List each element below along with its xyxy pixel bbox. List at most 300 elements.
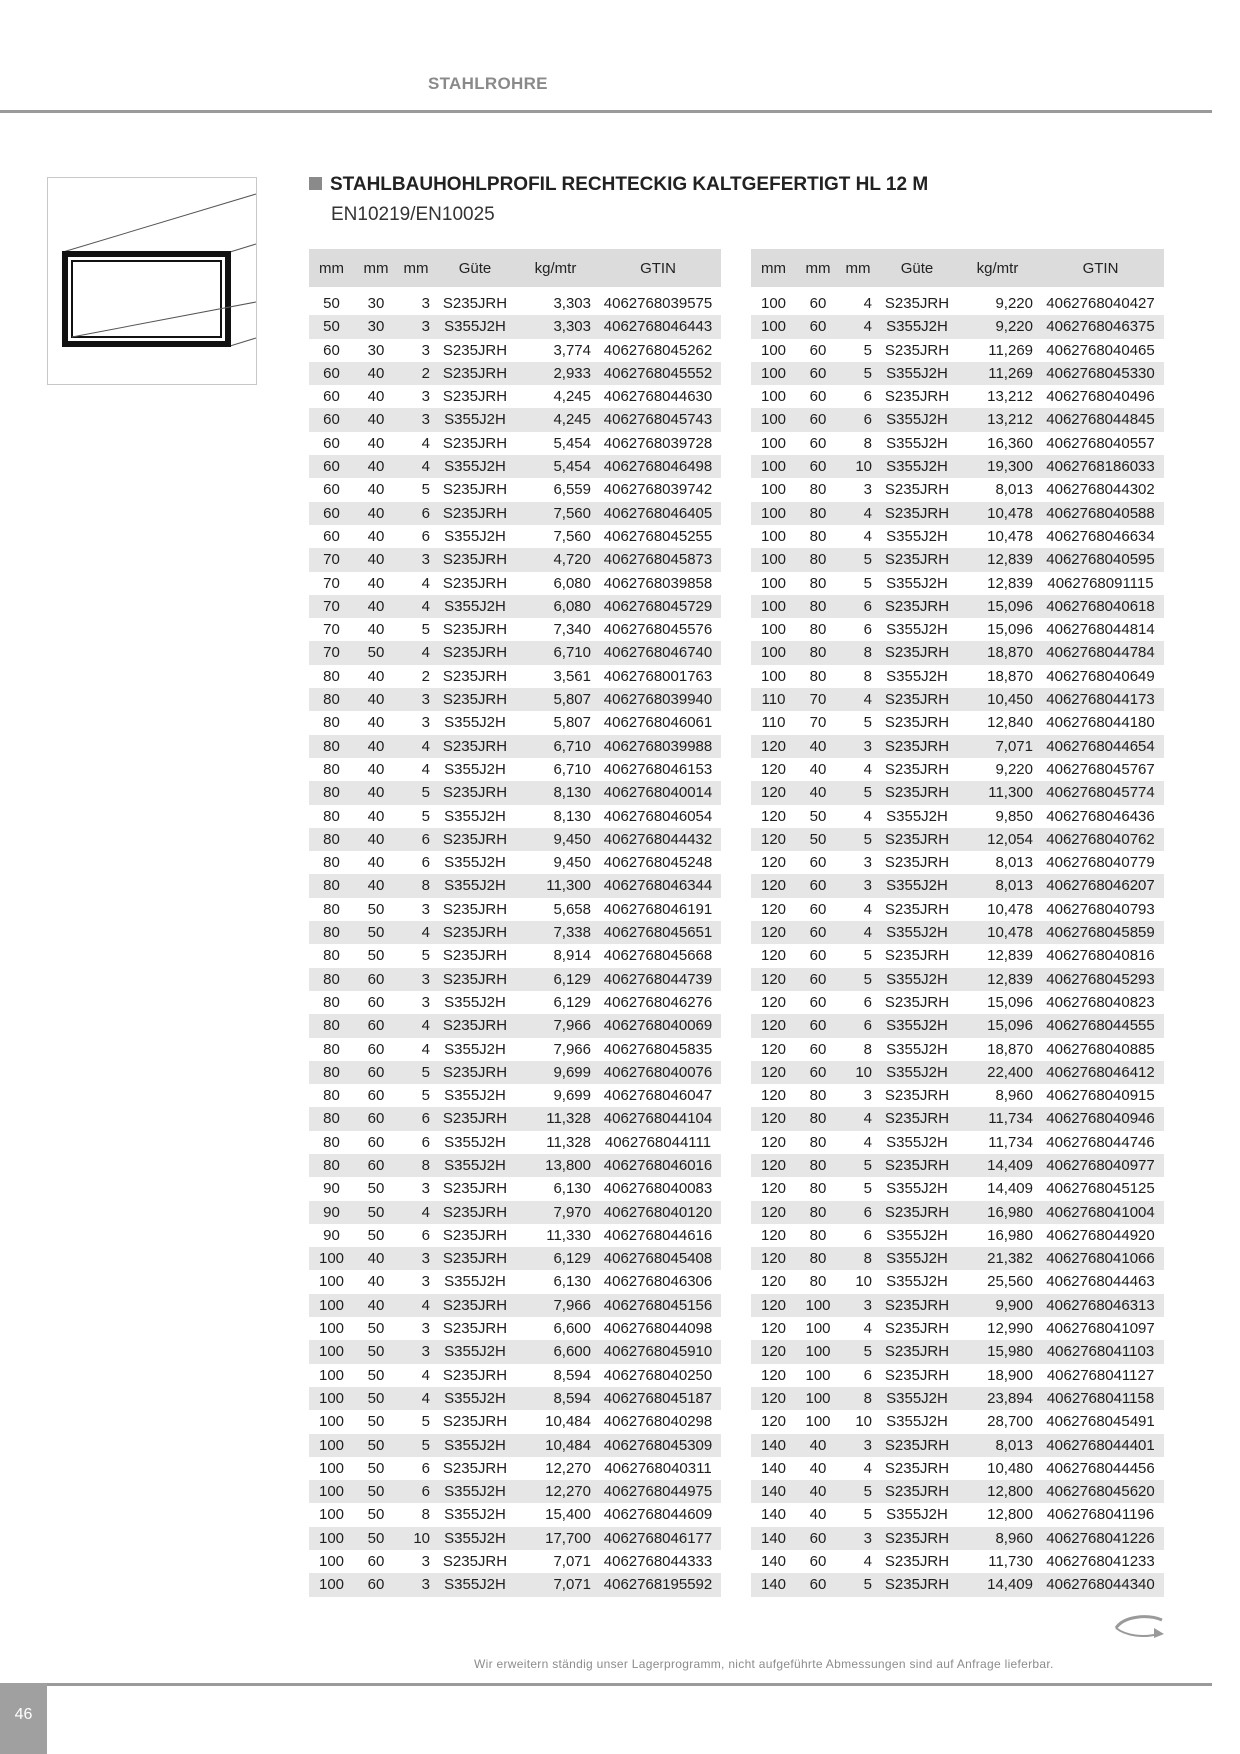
table-row: [751, 1317, 1164, 1340]
table-cell: 40: [354, 805, 398, 828]
table-cell: 7,966: [516, 1038, 595, 1061]
table-cell: 6: [840, 408, 876, 431]
table-cell: 80: [309, 1107, 354, 1130]
table-cell: S235JRH: [876, 292, 958, 315]
table-cell: S235JRH: [876, 1107, 958, 1130]
table-cell: 9,220: [958, 315, 1037, 338]
table-cell: 80: [309, 805, 354, 828]
table-cell: 3,303: [516, 292, 595, 315]
table-cell: 100: [796, 1387, 840, 1410]
table-cell: 4062768044111: [595, 1131, 721, 1154]
table-cell: 4062768040915: [1037, 1084, 1164, 1107]
table-row: [309, 1107, 721, 1130]
table-cell: 100: [751, 362, 796, 385]
table-cell: S355J2H: [876, 1177, 958, 1200]
table-cell: 60: [354, 1107, 398, 1130]
table-cell: S235JRH: [876, 1364, 958, 1387]
table-row: [309, 1550, 721, 1573]
table-cell: 40: [796, 735, 840, 758]
table-cell: 80: [796, 1107, 840, 1130]
profile-table-right: [751, 249, 1164, 1597]
table-cell: 4062768045774: [1037, 781, 1164, 804]
table-cell: 120: [751, 921, 796, 944]
table-cell: 4062768040588: [1037, 502, 1164, 525]
table-cell: 4: [840, 1317, 876, 1340]
table-cell: S355J2H: [434, 711, 516, 734]
table-cell: 60: [796, 362, 840, 385]
table-cell: 40: [796, 758, 840, 781]
table-cell: S355J2H: [876, 432, 958, 455]
table-cell: 5: [398, 618, 434, 641]
table-cell: 4062768040823: [1037, 991, 1164, 1014]
table-row: [751, 1014, 1164, 1037]
table-cell: 40: [354, 548, 398, 571]
table-cell: 15,096: [958, 595, 1037, 618]
table-cell: S355J2H: [434, 805, 516, 828]
table-row: [751, 1573, 1164, 1596]
table-cell: 6,130: [516, 1270, 595, 1293]
table-row: [751, 874, 1164, 897]
table-row: [751, 828, 1164, 851]
table-row: [751, 921, 1164, 944]
table-cell: 4: [840, 1550, 876, 1573]
table-cell: 12,054: [958, 828, 1037, 851]
table-cell: S355J2H: [876, 362, 958, 385]
table-cell: 60: [309, 385, 354, 408]
table-cell: 4: [840, 758, 876, 781]
table-cell: 60: [354, 1550, 398, 1573]
table-cell: 10: [840, 455, 876, 478]
table-row: [751, 525, 1164, 548]
table-cell: 3: [398, 548, 434, 571]
table-cell: 40: [796, 1503, 840, 1526]
table-cell: 50: [354, 1527, 398, 1550]
table-cell: 8: [840, 641, 876, 664]
table-cell: 5: [398, 805, 434, 828]
table-row: [309, 944, 721, 967]
table-cell: 6: [840, 1201, 876, 1224]
table-cell: 11,734: [958, 1107, 1037, 1130]
table-row: [309, 478, 721, 501]
table-cell: 100: [751, 339, 796, 362]
table-cell: 10,484: [516, 1410, 595, 1433]
table-cell: 100: [309, 1387, 354, 1410]
table-cell: 4062768046207: [1037, 874, 1164, 897]
table-cell: 4062768046016: [595, 1154, 721, 1177]
table-cell: 120: [751, 1084, 796, 1107]
table-cell: 100: [309, 1294, 354, 1317]
table-row: [751, 1131, 1164, 1154]
table-row: [309, 828, 721, 851]
table-cell: 6: [398, 525, 434, 548]
table-cell: 120: [751, 1340, 796, 1363]
table-cell: 120: [751, 1038, 796, 1061]
table-cell: 15,400: [516, 1503, 595, 1526]
table-cell: 90: [309, 1201, 354, 1224]
table-cell: 13,212: [958, 408, 1037, 431]
table-row: [751, 1387, 1164, 1410]
table-cell: 60: [796, 385, 840, 408]
table-cell: 6: [840, 991, 876, 1014]
table-cell: 100: [309, 1364, 354, 1387]
table-cell: 4062768044616: [595, 1224, 721, 1247]
table-cell: 100: [751, 315, 796, 338]
table-cell: 6: [840, 618, 876, 641]
table-cell: 4062768039575: [595, 292, 721, 315]
table-cell: 8,013: [958, 851, 1037, 874]
table-cell: 4062768045262: [595, 339, 721, 362]
table-cell: 3: [840, 1294, 876, 1317]
table-cell: 3: [398, 968, 434, 991]
table-row: [309, 1573, 721, 1596]
table-cell: 10,450: [958, 688, 1037, 711]
column-header: mm: [840, 249, 876, 287]
table-cell: 3: [398, 1340, 434, 1363]
table-cell: 4062768045552: [595, 362, 721, 385]
table-cell: 4: [398, 1014, 434, 1037]
table-cell: 4062768044746: [1037, 1131, 1164, 1154]
table-cell: S355J2H: [876, 455, 958, 478]
table-cell: 80: [309, 665, 354, 688]
table-cell: 15,980: [958, 1340, 1037, 1363]
table-cell: 50: [354, 1177, 398, 1200]
table-cell: 40: [354, 525, 398, 548]
table-cell: 100: [751, 478, 796, 501]
table-cell: 100: [309, 1457, 354, 1480]
table-cell: 60: [796, 1550, 840, 1573]
table-cell: 4062768040885: [1037, 1038, 1164, 1061]
table-cell: 80: [796, 1177, 840, 1200]
table-cell: 100: [309, 1503, 354, 1526]
table-cell: S355J2H: [434, 851, 516, 874]
table-cell: 4062768045835: [595, 1038, 721, 1061]
table-cell: 8: [840, 1247, 876, 1270]
table-cell: S235JRH: [434, 385, 516, 408]
table-cell: 50: [796, 805, 840, 828]
table-cell: 6: [840, 1224, 876, 1247]
table-cell: 4: [840, 525, 876, 548]
table-cell: S355J2H: [876, 408, 958, 431]
table-cell: 13,212: [958, 385, 1037, 408]
table-cell: 50: [354, 944, 398, 967]
table-cell: 4062768045651: [595, 921, 721, 944]
table-cell: 7,560: [516, 525, 595, 548]
footer-note: Wir erweitern ständig unser Lagerprogramm, nicht aufgeführte Abmessungen sind auf Anfrage lieferbar.: [474, 1657, 1054, 1671]
table-cell: 60: [354, 1084, 398, 1107]
table-cell: 14,409: [958, 1573, 1037, 1596]
table-cell: 40: [354, 735, 398, 758]
table-cell: 8,960: [958, 1527, 1037, 1550]
table-cell: 70: [309, 595, 354, 618]
table-cell: 4062768041127: [1037, 1364, 1164, 1387]
table-cell: 100: [309, 1480, 354, 1503]
table-cell: 60: [354, 1131, 398, 1154]
table-cell: 60: [796, 968, 840, 991]
table-cell: 4: [398, 455, 434, 478]
table-cell: S355J2H: [434, 1038, 516, 1061]
table-cell: 50: [354, 641, 398, 664]
table-cell: 12,839: [958, 572, 1037, 595]
table-cell: 3: [398, 688, 434, 711]
table-cell: 6: [398, 1457, 434, 1480]
table-row: [309, 1014, 721, 1037]
table-cell: 80: [796, 1247, 840, 1270]
table-row: [309, 1224, 721, 1247]
table-cell: 120: [751, 1270, 796, 1293]
table-cell: 4062768044333: [595, 1550, 721, 1573]
table-cell: 4062768044173: [1037, 688, 1164, 711]
table-cell: 12,270: [516, 1457, 595, 1480]
table-cell: 100: [751, 292, 796, 315]
table-cell: 60: [354, 1154, 398, 1177]
table-cell: 5: [398, 1084, 434, 1107]
table-cell: 80: [796, 1154, 840, 1177]
table-cell: 3: [840, 851, 876, 874]
table-cell: 4062768046634: [1037, 525, 1164, 548]
table-row: [309, 455, 721, 478]
table-cell: 6: [840, 1364, 876, 1387]
table-cell: 4062768044432: [595, 828, 721, 851]
table-cell: S235JRH: [876, 1573, 958, 1596]
table-cell: S235JRH: [876, 502, 958, 525]
table-cell: 4062768195592: [595, 1573, 721, 1596]
table-cell: 12,840: [958, 711, 1037, 734]
table-cell: 120: [751, 968, 796, 991]
table-cell: 4062768044555: [1037, 1014, 1164, 1037]
table-cell: 80: [796, 665, 840, 688]
table-cell: 4: [398, 735, 434, 758]
table-cell: 3: [398, 315, 434, 338]
table-cell: 80: [796, 1224, 840, 1247]
table-row: [309, 711, 721, 734]
table-row: [309, 1364, 721, 1387]
table-cell: S235JRH: [434, 1107, 516, 1130]
table-cell: 14,409: [958, 1154, 1037, 1177]
table-cell: 90: [309, 1224, 354, 1247]
table-cell: 9,220: [958, 292, 1037, 315]
table-cell: 3: [398, 1573, 434, 1596]
table-cell: S235JRH: [876, 1084, 958, 1107]
table-row: [751, 292, 1164, 315]
table-cell: 4062768045255: [595, 525, 721, 548]
table-cell: 4062768046313: [1037, 1294, 1164, 1317]
table-cell: 100: [309, 1573, 354, 1596]
table-cell: 14,409: [958, 1177, 1037, 1200]
table-cell: 140: [751, 1457, 796, 1480]
table-row: [751, 455, 1164, 478]
table-cell: 6: [398, 1480, 434, 1503]
table-cell: S355J2H: [434, 1131, 516, 1154]
table-cell: 60: [796, 944, 840, 967]
table-cell: 4062768045743: [595, 408, 721, 431]
table-cell: 70: [796, 711, 840, 734]
table-cell: 110: [751, 711, 796, 734]
table-cell: 4062768040946: [1037, 1107, 1164, 1130]
table-cell: 15,096: [958, 991, 1037, 1014]
page-heading: [309, 174, 928, 196]
table-cell: 4062768046412: [1037, 1061, 1164, 1084]
table-cell: 120: [751, 805, 796, 828]
table-cell: S355J2H: [876, 1131, 958, 1154]
table-cell: 4: [398, 641, 434, 664]
table-cell: S235JRH: [434, 944, 516, 967]
table-cell: 4062768046047: [595, 1084, 721, 1107]
table-cell: 4062768045668: [595, 944, 721, 967]
table-cell: 80: [309, 874, 354, 897]
table-cell: 5: [840, 339, 876, 362]
table-cell: 80: [309, 1014, 354, 1037]
table-cell: 4062768044814: [1037, 618, 1164, 641]
table-cell: 7,071: [958, 735, 1037, 758]
table-row: [751, 408, 1164, 431]
table-cell: 120: [751, 1387, 796, 1410]
table-cell: 120: [751, 1131, 796, 1154]
table-cell: 60: [309, 339, 354, 362]
table-cell: 70: [309, 572, 354, 595]
table-cell: 120: [751, 1154, 796, 1177]
table-cell: 100: [796, 1340, 840, 1363]
table-cell: 100: [751, 432, 796, 455]
table-row: [309, 665, 721, 688]
table-cell: 140: [751, 1434, 796, 1457]
table-cell: 40: [354, 455, 398, 478]
table-cell: S355J2H: [876, 525, 958, 548]
table-row: [309, 595, 721, 618]
table-cell: 3: [398, 1317, 434, 1340]
table-cell: 3: [398, 1247, 434, 1270]
table-cell: 3: [398, 408, 434, 431]
table-cell: 110: [751, 688, 796, 711]
table-cell: 11,734: [958, 1131, 1037, 1154]
table-cell: 4062768040649: [1037, 665, 1164, 688]
table-cell: 50: [354, 1457, 398, 1480]
table-cell: S235JRH: [434, 968, 516, 991]
table-cell: 60: [354, 991, 398, 1014]
table-cell: 4: [840, 805, 876, 828]
table-row: [751, 688, 1164, 711]
table-cell: S355J2H: [876, 1503, 958, 1526]
table-row: [309, 315, 721, 338]
table-cell: 100: [796, 1410, 840, 1433]
table-cell: S235JRH: [876, 758, 958, 781]
table-cell: 3: [398, 1270, 434, 1293]
table-row: [309, 735, 721, 758]
table-cell: 60: [796, 455, 840, 478]
table-row: [309, 1294, 721, 1317]
table-cell: 100: [751, 572, 796, 595]
table-row: [309, 1434, 721, 1457]
table-cell: S235JRH: [876, 385, 958, 408]
table-cell: 60: [796, 874, 840, 897]
table-cell: S235JRH: [876, 944, 958, 967]
table-cell: 4062768044180: [1037, 711, 1164, 734]
table-cell: 80: [309, 711, 354, 734]
table-cell: 60: [796, 851, 840, 874]
column-header: GTIN: [595, 249, 721, 287]
table-cell: 3,303: [516, 315, 595, 338]
table-cell: 50: [309, 292, 354, 315]
table-cell: 4: [398, 758, 434, 781]
table-cell: 4: [398, 595, 434, 618]
table-cell: 100: [751, 408, 796, 431]
table-cell: 7,071: [516, 1573, 595, 1596]
table-cell: 3: [398, 339, 434, 362]
table-cell: S355J2H: [876, 1410, 958, 1433]
table-cell: 120: [751, 1107, 796, 1130]
table-cell: S355J2H: [876, 1038, 958, 1061]
column-header: Güte: [434, 249, 516, 287]
table-cell: 120: [751, 1317, 796, 1340]
table-cell: 40: [354, 1247, 398, 1270]
table-cell: 6,129: [516, 968, 595, 991]
table-cell: 4: [840, 315, 876, 338]
table-cell: 30: [354, 292, 398, 315]
table-row: [751, 502, 1164, 525]
table-cell: 60: [309, 432, 354, 455]
table-cell: 11,300: [516, 874, 595, 897]
table-cell: 80: [796, 1201, 840, 1224]
table-cell: 15,096: [958, 618, 1037, 641]
table-row: [751, 781, 1164, 804]
table-cell: 60: [796, 1038, 840, 1061]
table-cell: 4062768044654: [1037, 735, 1164, 758]
table-cell: 40: [354, 502, 398, 525]
table-cell: 60: [796, 921, 840, 944]
table-cell: 4062768001763: [595, 665, 721, 688]
table-row: [751, 898, 1164, 921]
table-row: [309, 1387, 721, 1410]
table-cell: 100: [751, 641, 796, 664]
table-row: [751, 362, 1164, 385]
table-cell: 4062768045309: [595, 1434, 721, 1457]
table-cell: 6: [398, 1131, 434, 1154]
table-cell: 4: [398, 1201, 434, 1224]
table-row: [751, 991, 1164, 1014]
table-cell: 120: [751, 828, 796, 851]
table-cell: S355J2H: [434, 408, 516, 431]
table-cell: S355J2H: [434, 1154, 516, 1177]
table-cell: 100: [309, 1550, 354, 1573]
table-cell: 80: [796, 618, 840, 641]
table-cell: S355J2H: [876, 1061, 958, 1084]
table-cell: 5: [840, 1340, 876, 1363]
table-cell: S235JRH: [876, 735, 958, 758]
table-cell: 4: [398, 1364, 434, 1387]
table-cell: 5: [840, 1177, 876, 1200]
table-cell: S355J2H: [434, 525, 516, 548]
heading-text: STAHLBAUHOHLPROFIL RECHTECKIG KALTGEFERTIGT HL 12 M: [330, 174, 929, 195]
table-cell: 4062768045491: [1037, 1410, 1164, 1433]
table-cell: 100: [309, 1410, 354, 1433]
table-cell: 6: [398, 1107, 434, 1130]
table-cell: 5: [398, 1061, 434, 1084]
table-cell: 3: [840, 874, 876, 897]
table-cell: 4062768045729: [595, 595, 721, 618]
table-cell: 80: [796, 478, 840, 501]
table-row: [309, 572, 721, 595]
table-cell: 80: [309, 1154, 354, 1177]
table-cell: 2: [398, 665, 434, 688]
table-cell: 16,980: [958, 1201, 1037, 1224]
table-cell: 4062768040557: [1037, 432, 1164, 455]
table-row: [751, 1201, 1164, 1224]
table-cell: 4062768044609: [595, 1503, 721, 1526]
table-cell: 6: [840, 595, 876, 618]
table-cell: 18,870: [958, 1038, 1037, 1061]
table-cell: 4062768046740: [595, 641, 721, 664]
table-cell: S235JRH: [434, 781, 516, 804]
table-cell: 5: [840, 968, 876, 991]
